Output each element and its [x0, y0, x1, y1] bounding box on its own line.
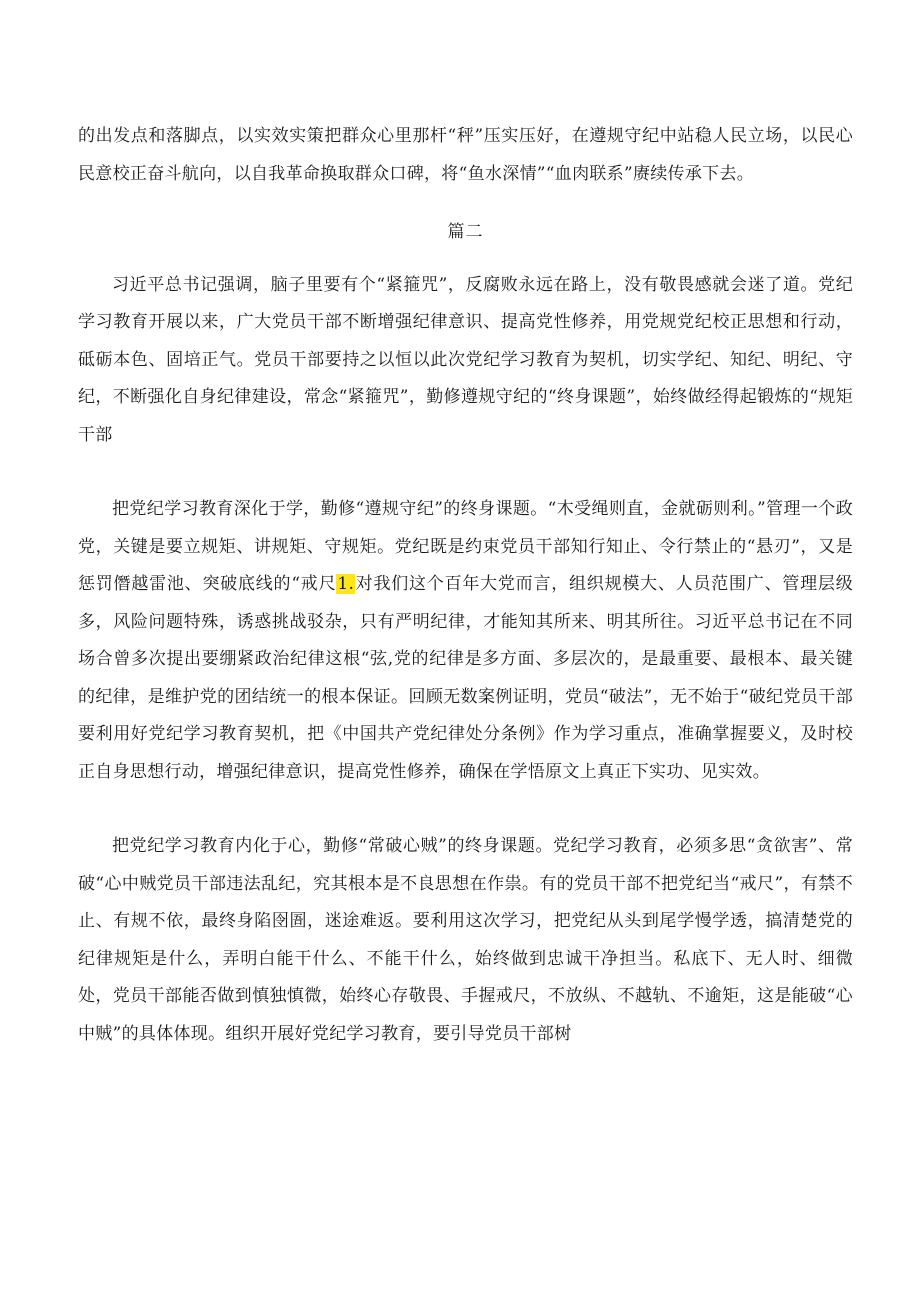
paragraph-2-after: 对我们这个百年大党而言，组织规模大、人员范围广、管理层级多，风险问题特殊，诱惑挑战驳杂，只有严明纪律，才能知其所来、明其所往。习近平总书记在不同场合曾多次提出要绷紧政治纪律这根“弦,党的纪律是多方面、多层次的，是最重要、最根本、最关键的纪律，是维护党的团结统一的根本保证。回顾无数案例证明，党员“破法”，无不始于“破纪党员干部要利用好党纪学习教育契机，把《中国共产党纪律处分条例》作为学习重点，准确掌握要义，及时校正自身思想行动，增强纪律意识，提高党性修养，确保在学悟原文上真正下实功、见实效。	[78, 574, 853, 782]
document-page	[78, 118, 853, 1053]
intro-paragraph: 的出发点和落脚点，以实效实策把群众心里那杆“秤”压实压好，在遵规守纪中站稳人民立场，以民心民意校正奋斗航向，以自我革命换取群众口碑，将“鱼水深情”“血肉联系”赓续传承下去。	[78, 126, 853, 184]
paragraph-1: 习近平总书记强调，脑子里要有个“紧箍咒”，反腐败永远在路上，没有敬畏感就会迷了道。党纪学习教育开展以来，广大党员干部不断增强纪律意识、提高党性修养，用党规党纪校正思想和行动，砥砺本色、固培正气。党员干部要持之以恒以此次党纪学习教育为契机，切实学纪、知纪、明纪、守纪，不断强化自身纪律建设，常念“紧箍咒”，勤修遵规守纪的“终身课题”，始终做经得起锻炼的“规矩干部	[78, 274, 853, 445]
paragraph-2-before: 把党纪学习教育深化于学，勤修“遵规守纪”的终身课题。“木受绳则直，金就砺则利。”管理一个政党，关键是要立规矩、讲规矩、守规矩。党纪既是约束党员干部知行知止、令行禁止的“悬刃”，又是惩罚僭越雷池、突破底线的“戒尺	[78, 499, 853, 594]
paragraph-gap	[78, 791, 853, 828]
section-title: 篇二	[447, 222, 484, 242]
highlighted-text: 1.	[337, 574, 355, 594]
paragraph-gap	[78, 454, 853, 491]
paragraph-2	[78, 491, 853, 791]
paragraph-3: 把党纪学习教育内化于心，勤修“常破心贼”的终身课题。党纪学习教育，必须多思“贪欲害”、常破“心中贼党员干部违法乱纪，究其根本是不良思想在作祟。有的党员干部不把党纪当“戒尺”，有禁不止、有规不依，最终身陷囹圄，迷途难返。要利用这次学习，把党纪从头到尾学慢学透，搞清楚党的纪律规矩是什么，弄明白能干什么、不能干什么，始终做到忠诚干净担当。私底下、无人时、细微处，党员干部能否做到慎独慎微，始终心存敬畏、手握戒尺，不放纵、不越轨、不逾矩，这是能破“心中贼”的具体体现。组织开展好党纪学习教育，要引导党员干部树	[78, 836, 853, 1044]
